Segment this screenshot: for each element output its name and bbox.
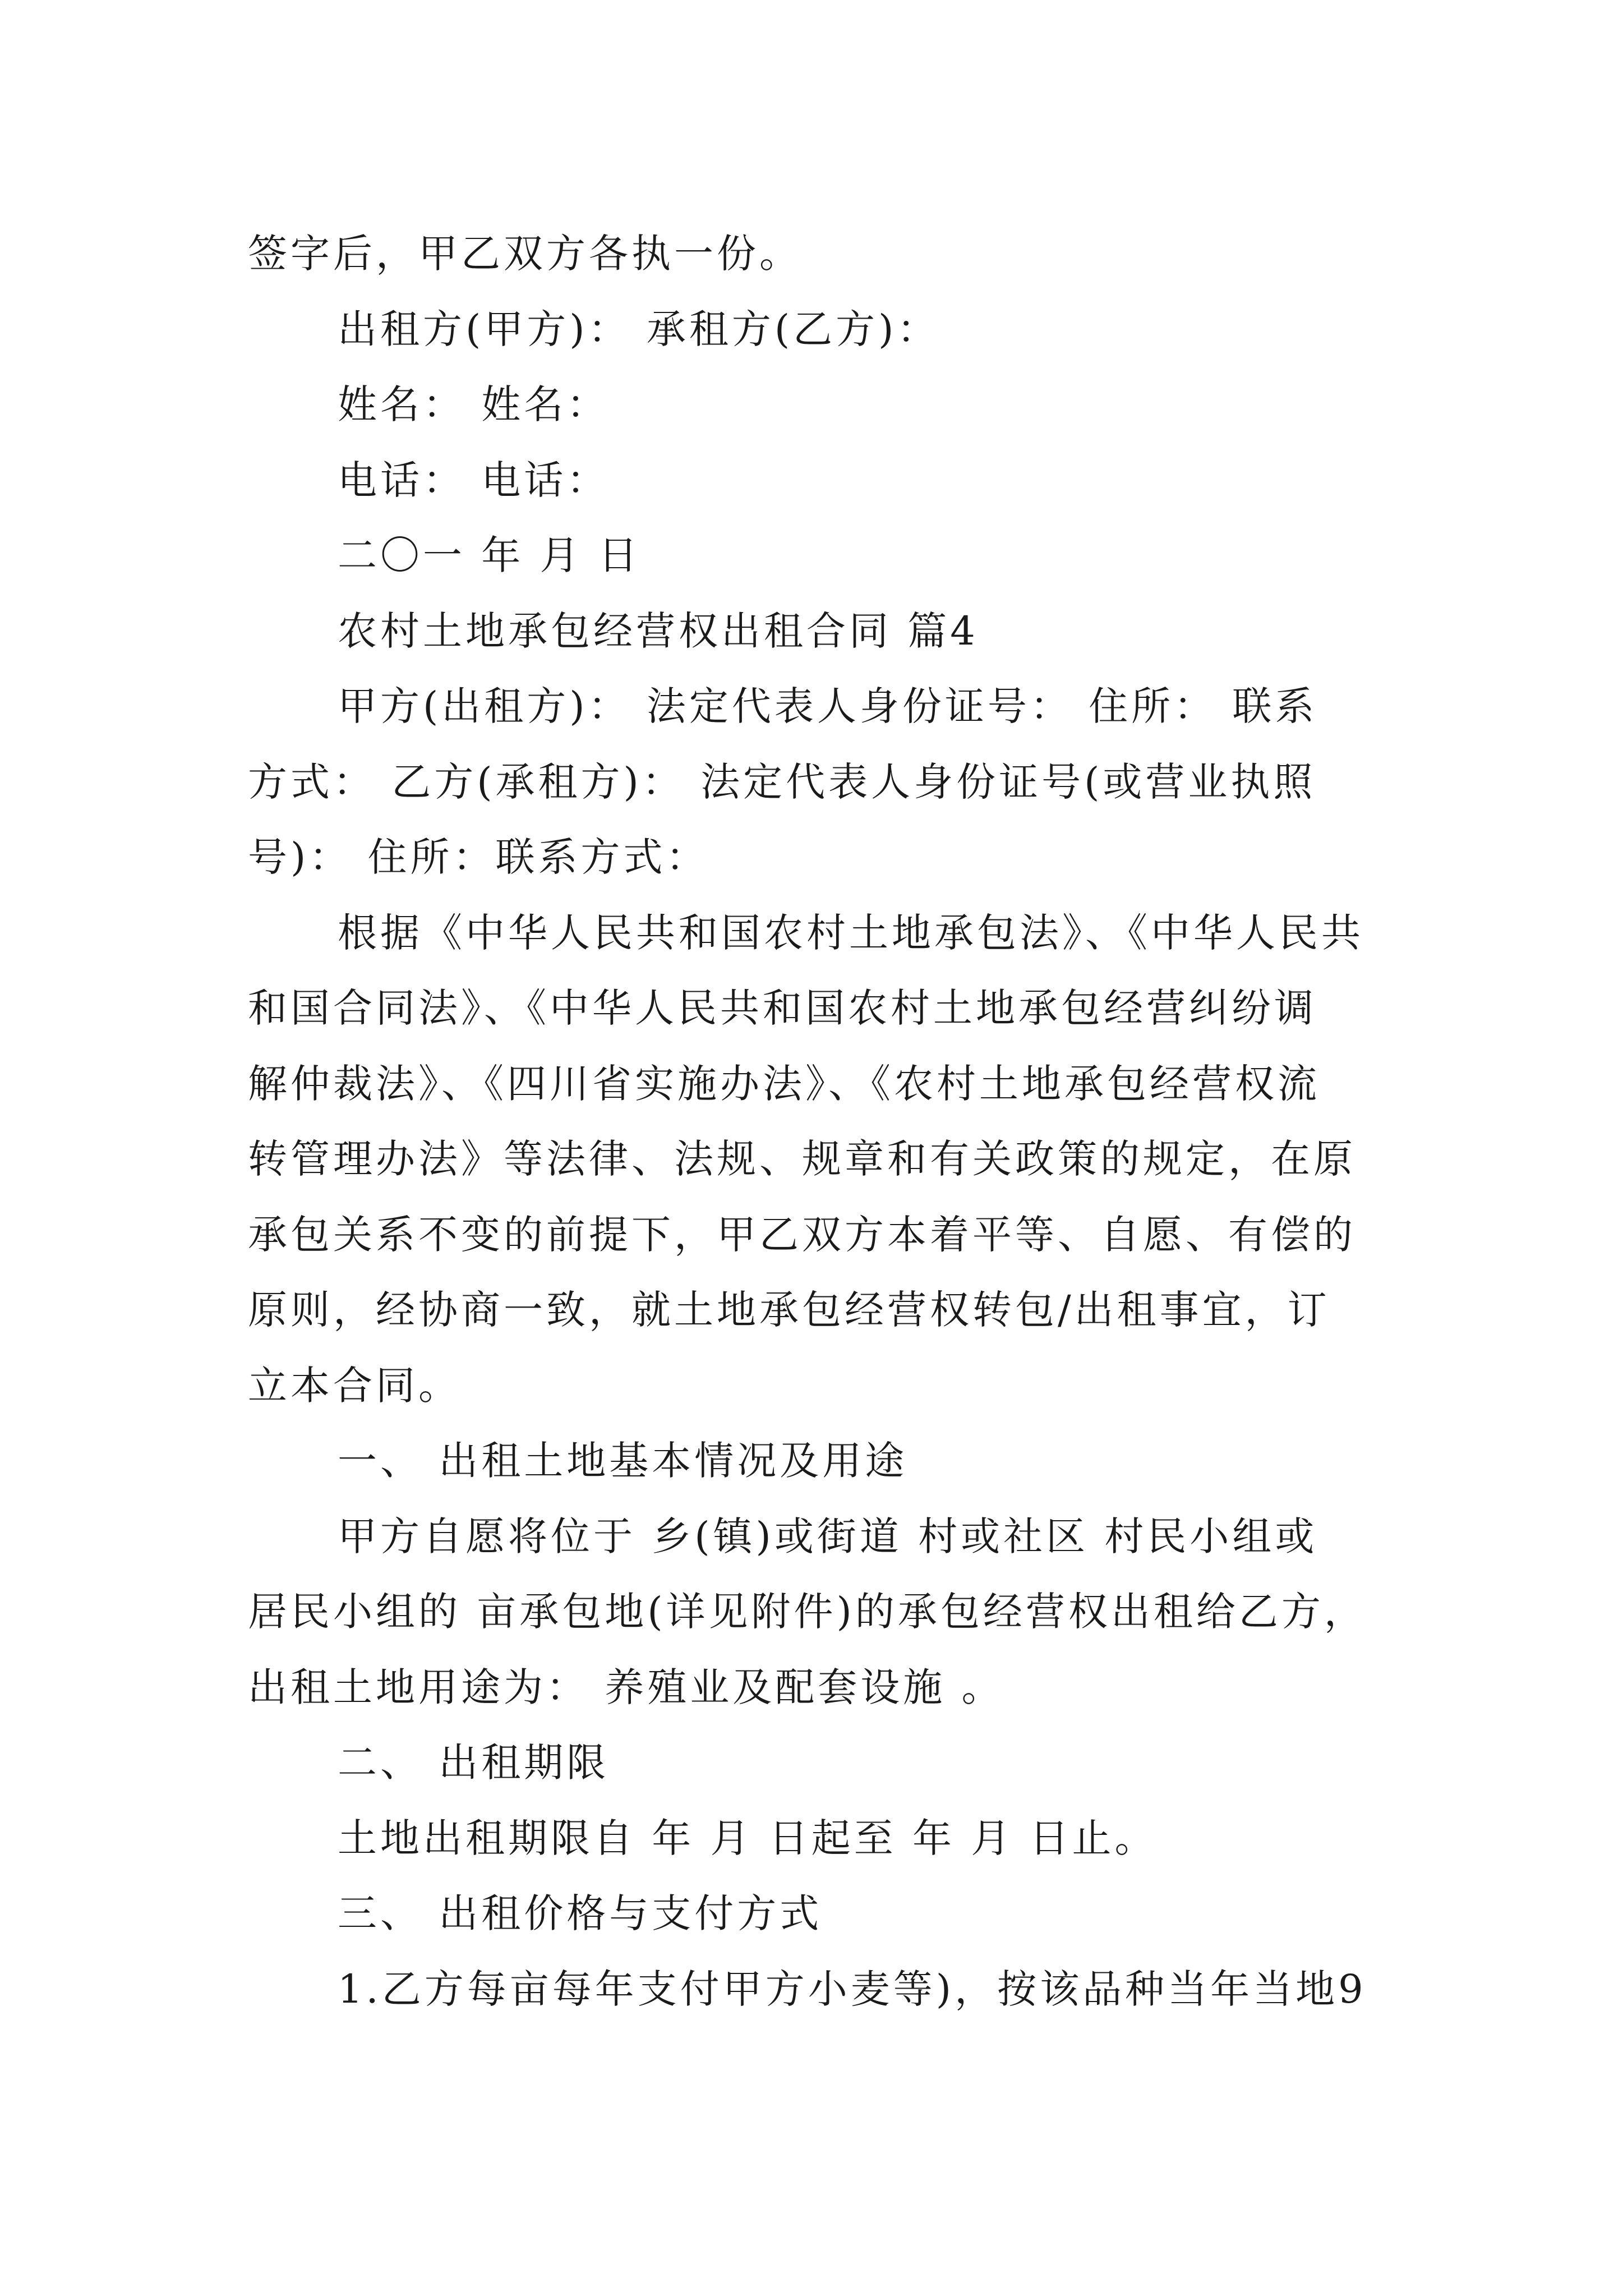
text-line: 签字后，甲乙双方各执一份。 bbox=[248, 231, 802, 277]
text-line: 甲方(出租方)： 法定代表人身份证号： 住所： 联系 bbox=[338, 683, 1318, 729]
section-heading: 一、 出租土地基本情况及用途 bbox=[338, 1438, 908, 1484]
text-line: 立本合同。 bbox=[248, 1362, 461, 1409]
text-line: 解仲裁法》、《四川省实施办法》、《农村土地承包经营权流 bbox=[248, 1060, 1320, 1107]
text-line: 出租土地用途为： 养殖业及配套设施 。 bbox=[248, 1664, 1004, 1710]
text-line: 二〇一 年 月 日 bbox=[338, 532, 641, 578]
text-line: 方式： 乙方(承租方)： 法定代表人身份证号(或营业执照 bbox=[248, 758, 1316, 805]
document-body bbox=[248, 216, 1386, 2027]
text-line: 根据《中华人民共和国农村土地承包法》、《中华人民共 bbox=[338, 909, 1364, 956]
text-line: 1.乙方每亩每年支付甲方小麦等)，按该品种当年当地9 bbox=[338, 1966, 1367, 2012]
section-heading: 三、 出租价格与支付方式 bbox=[338, 1890, 823, 1936]
section-heading: 二、 出租期限 bbox=[338, 1740, 610, 1786]
section-title: 农村土地承包经营权出租合同 篇4 bbox=[338, 608, 979, 654]
text-line: 和国合同法》、《中华人民共和国农村土地承包经营纠纷调 bbox=[248, 985, 1317, 1031]
text-line: 居民小组的 亩承包地(详见附件)的承包经营权出租给乙方， bbox=[248, 1589, 1367, 1635]
text-line: 号)： 住所：联系方式： bbox=[248, 834, 709, 880]
text-line: 土地出租期限自 年 月 日起至 年 月 日止。 bbox=[338, 1815, 1158, 1861]
text-line: 转管理办法》等法律、法规、规章和有关政策的规定，在原 bbox=[248, 1136, 1356, 1182]
text-line: 原则，经协商一致，就土地承包经营权转包/出租事宜，订 bbox=[248, 1287, 1330, 1333]
text-line: 姓名： 姓名： bbox=[338, 381, 610, 427]
text-line: 电话： 电话： bbox=[338, 457, 610, 503]
text-line: 甲方自愿将位于 乡(镇)或街道 村或社区 村民小组或 bbox=[338, 1513, 1318, 1559]
text-line: 承包关系不变的前提下，甲乙双方本着平等、自愿、有偿的 bbox=[248, 1211, 1356, 1258]
text-line: 出租方(甲方)： 承租方(乙方)： bbox=[338, 306, 940, 352]
